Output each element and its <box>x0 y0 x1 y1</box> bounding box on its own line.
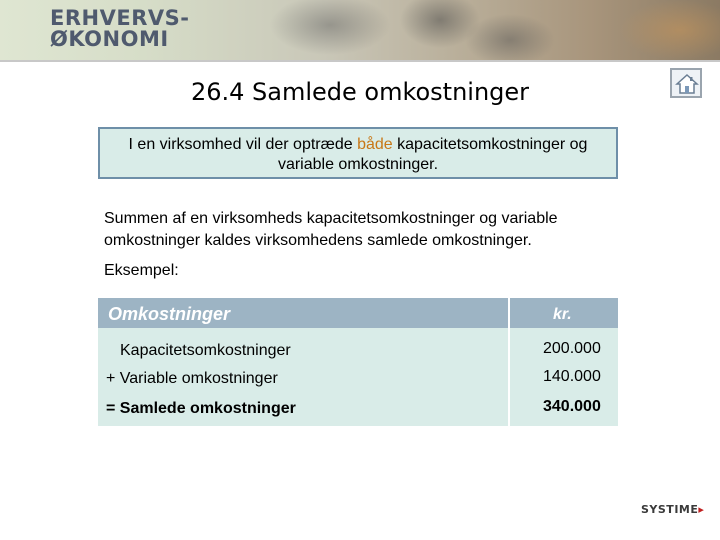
intro-highlight: både <box>357 136 393 153</box>
logo-line-2: ØKONOMI <box>50 27 169 51</box>
cost-table <box>98 298 618 426</box>
row-value-variable: 140.000 <box>543 368 601 385</box>
intro-text-before: I en virksomhed vil der optræde <box>128 136 358 153</box>
row-label-capacity: Kapacitetsomkostninger <box>120 342 291 359</box>
intro-text-after: kapacitetsomkostninger og variable omkostninger. <box>277 136 588 173</box>
logo-line-1: ERHVERVS- <box>50 6 190 30</box>
logo <box>50 8 189 50</box>
intro-box <box>98 127 618 179</box>
header-costs: Omkostninger <box>108 304 231 324</box>
systime-logo <box>641 503 704 516</box>
row-value-total: 340.000 <box>543 398 601 415</box>
header-currency: kr. <box>553 306 572 323</box>
systime-mark-icon: ▸ <box>698 503 705 516</box>
row-label-total: = Samlede omkostninger <box>106 400 296 417</box>
row-value-capacity: 200.000 <box>543 340 601 357</box>
row-label-variable: + Variable omkostninger <box>106 370 278 387</box>
example-label: Eksempel: <box>104 262 179 279</box>
column-separator <box>508 298 510 426</box>
systime-text: SYSTIME <box>641 503 699 516</box>
header-banner <box>0 0 720 62</box>
slide-title: 26.4 Samlede omkostninger <box>190 78 530 106</box>
definition-paragraph: Summen af en virksomheds kapacitetsomkostninger og variable omkostninger kaldes virksomhedens samlede omkostninger. <box>104 210 558 249</box>
table-body <box>98 328 618 426</box>
table-header <box>98 298 618 328</box>
